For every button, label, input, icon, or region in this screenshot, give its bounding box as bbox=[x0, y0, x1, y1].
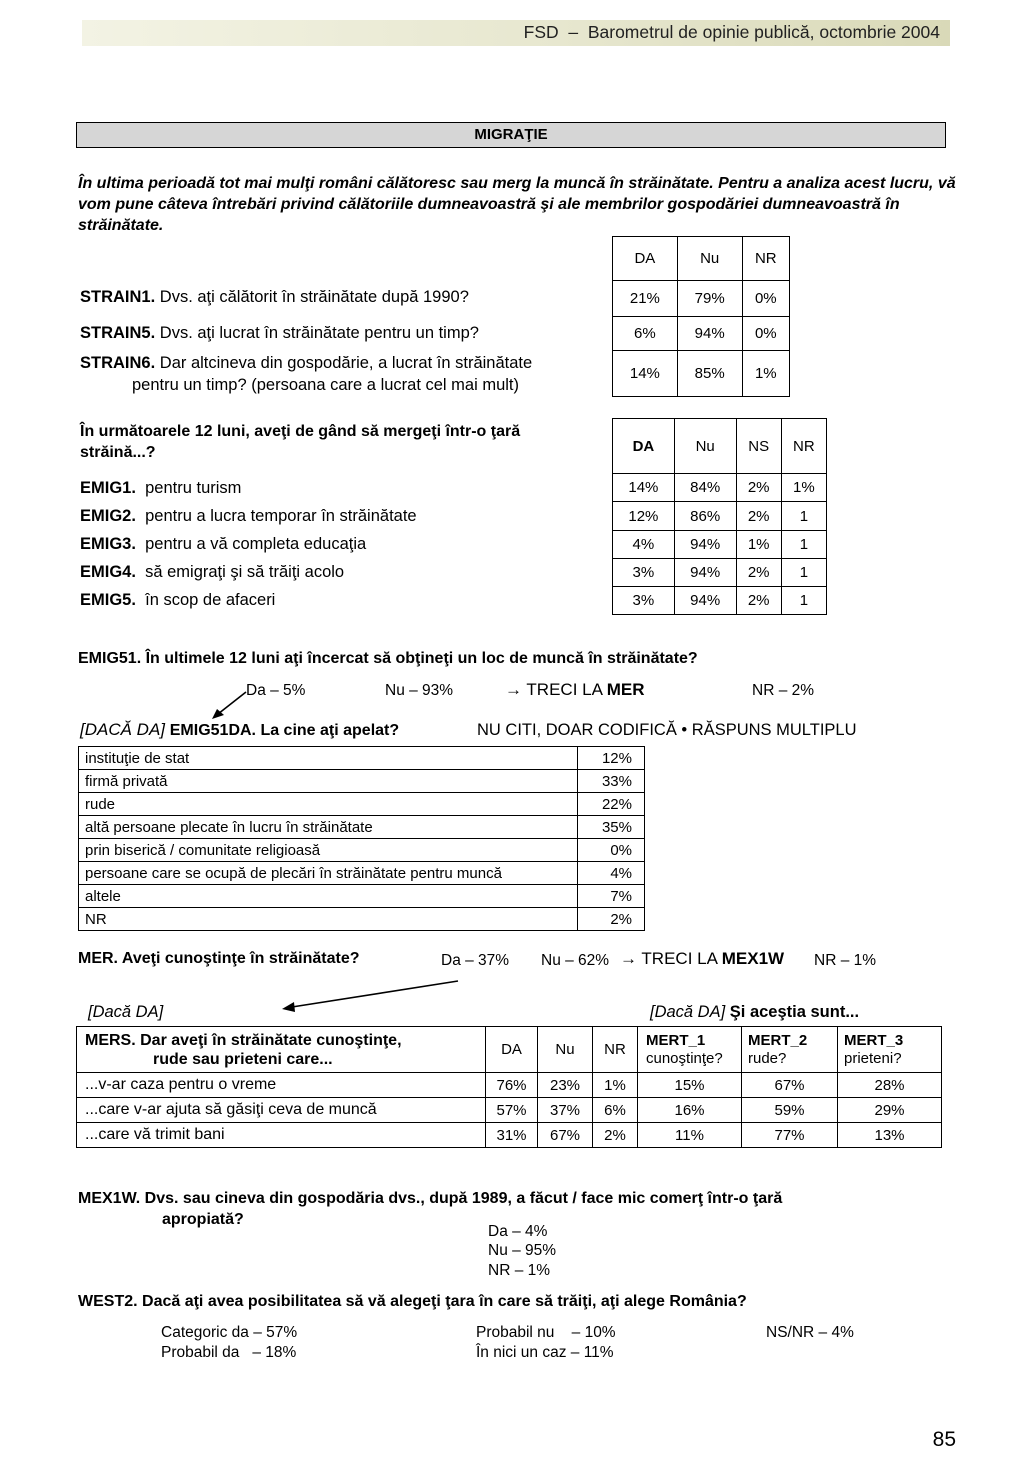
arrow-right-icon: → bbox=[620, 949, 637, 968]
emig51da-note: NU CITI, DOAR CODIFICĂ • RĂSPUNS MULTIPLU bbox=[477, 721, 857, 739]
table-cell: 67% bbox=[742, 1073, 838, 1098]
section-title: MIGRAŢIE bbox=[76, 122, 946, 148]
table-cell: rude bbox=[79, 793, 578, 816]
table-cell: 57% bbox=[486, 1098, 538, 1123]
intro-text: În ultima perioadă tot mai mulţi români călătoresc sau merg la muncă în străinătate. Pentru a analiza acest lucru, vă vom pune câteva întrebări privind călătoriile dumneavoastră şi ale membrilor gospodăriei dumneavoastră în străinătate. bbox=[78, 175, 956, 234]
emig51-nu: Nu – 93% bbox=[385, 682, 454, 699]
table-cell: 76% bbox=[486, 1073, 538, 1098]
table-cell: ...care vă trimit bani bbox=[77, 1123, 486, 1148]
table-cell: 0% bbox=[742, 281, 789, 317]
mer-da: Da – 37% bbox=[441, 952, 510, 969]
strain1-label: STRAIN1. Dvs. aţi călătorit în străinătate după 1990? bbox=[80, 288, 469, 306]
table-cell: 1 bbox=[781, 559, 826, 587]
table-cell: 4% bbox=[613, 531, 675, 559]
table-cell: 2% bbox=[593, 1123, 638, 1148]
table-cell: 67% bbox=[538, 1123, 593, 1148]
page-number: 85 bbox=[932, 1428, 956, 1451]
table-cell: prin biserică / comunitate religioasă bbox=[79, 839, 578, 862]
col-mert2: MERT_2 rude? bbox=[742, 1027, 838, 1073]
table-cell: 14% bbox=[613, 474, 675, 502]
table-cell: 28% bbox=[838, 1073, 942, 1098]
table-cell: 21% bbox=[613, 281, 678, 317]
table-cell: 15% bbox=[638, 1073, 742, 1098]
table-cell: 94% bbox=[674, 531, 736, 559]
mers-q2: rude sau prieteni care... bbox=[153, 1050, 333, 1068]
table-cell: 59% bbox=[742, 1098, 838, 1123]
table-cell: 35% bbox=[578, 816, 645, 839]
table-cell: 3% bbox=[613, 559, 675, 587]
table-cell: 1% bbox=[736, 531, 781, 559]
table-cell: 12% bbox=[578, 747, 645, 770]
emig5-label: EMIG5. în scop de afaceri bbox=[80, 591, 276, 609]
table-cell: 1% bbox=[742, 351, 789, 397]
emig3-label: EMIG3. pentru a vă completa educaţia bbox=[80, 535, 367, 553]
table-cell: 79% bbox=[677, 281, 742, 317]
emig51-treci: → TRECI LA MER bbox=[505, 680, 645, 699]
west2-question: WEST2. Dacă aţi avea posibilitatea să vă alegeţi ţara în care să trăiţi, aţi alege România? bbox=[78, 1293, 747, 1310]
table-cell: 84% bbox=[674, 474, 736, 502]
emig51da-table bbox=[78, 746, 645, 931]
mer-question: MER. Aveţi cunoştinţe în străinătate? bbox=[78, 950, 360, 967]
table-cell: 13% bbox=[838, 1123, 942, 1148]
table-cell: 37% bbox=[538, 1098, 593, 1123]
mers-question-cell bbox=[77, 1027, 486, 1073]
table-cell: ...v-ar caza pentru o vreme bbox=[77, 1073, 486, 1098]
table-cell: firmă privată bbox=[79, 770, 578, 793]
table-cell: 2% bbox=[736, 502, 781, 531]
col-da: DA bbox=[613, 419, 675, 474]
table-cell: 0% bbox=[578, 839, 645, 862]
mer-nu: Nu – 62% bbox=[541, 952, 610, 969]
col-da: DA bbox=[613, 237, 678, 281]
table-cell: 1% bbox=[593, 1073, 638, 1098]
table-cell: 2% bbox=[736, 559, 781, 587]
table-cell: 2% bbox=[736, 474, 781, 502]
emig1-label: EMIG1. pentru turism bbox=[80, 479, 242, 497]
table-cell: 2% bbox=[736, 587, 781, 615]
col-ns: NS bbox=[736, 419, 781, 474]
table-cell: 11% bbox=[638, 1123, 742, 1148]
table-cell: 94% bbox=[677, 317, 742, 351]
mers-table bbox=[76, 1026, 942, 1148]
west2-answer: În nici un caz – 11% bbox=[476, 1344, 614, 1361]
west2-answer: Probabil da – 18% bbox=[161, 1344, 297, 1361]
table-cell: 85% bbox=[677, 351, 742, 397]
table-cell: 1 bbox=[781, 531, 826, 559]
strain6-label: STRAIN6. Dar altcineva din gospodărie, a lucrat în străinătate bbox=[80, 354, 533, 372]
mer-daca-left: [Dacă DA] bbox=[88, 1003, 164, 1021]
table-cell: 1 bbox=[781, 502, 826, 531]
table-cell: 29% bbox=[838, 1098, 942, 1123]
arrow-icon bbox=[270, 975, 470, 1015]
table-cell: instituţie de stat bbox=[79, 747, 578, 770]
col-nr: NR bbox=[593, 1027, 638, 1073]
mer-treci: → TRECI LA MEX1W bbox=[620, 949, 785, 968]
table-cell: 12% bbox=[613, 502, 675, 531]
table-cell: 33% bbox=[578, 770, 645, 793]
table-cell: 3% bbox=[613, 587, 675, 615]
west2-answer: Categoric da – 57% bbox=[161, 1324, 298, 1341]
col-nu: Nu bbox=[538, 1027, 593, 1073]
table-cell: ...care v-ar ajuta să găsiţi ceva de muncă bbox=[77, 1098, 486, 1123]
table-cell: 86% bbox=[674, 502, 736, 531]
col-mert1: MERT_1 cunoştinţe? bbox=[638, 1027, 742, 1073]
emig-question: În următoarele 12 luni, aveţi de gând să mergeţi într-o ţară străină...? bbox=[80, 423, 521, 461]
mex1w-answer-nu: Nu – 95% bbox=[488, 1242, 557, 1259]
strain6-label-line2: pentru un timp? (persoana care a lucrat cel mai mult) bbox=[132, 376, 520, 394]
emig51-question: EMIG51. În ultimele 12 luni aţi încercat să obţineţi un loc de muncă în străinătate? bbox=[78, 650, 698, 667]
table-cell: 2% bbox=[578, 908, 645, 931]
col-da: DA bbox=[486, 1027, 538, 1073]
mer-nr: NR – 1% bbox=[814, 952, 877, 969]
table-cell: 77% bbox=[742, 1123, 838, 1148]
arrow-right-icon: → bbox=[505, 680, 522, 699]
table-cell: 0% bbox=[742, 317, 789, 351]
strain5-label: STRAIN5. Dvs. aţi lucrat în străinătate pentru un timp? bbox=[80, 324, 479, 342]
col-nu: Nu bbox=[677, 237, 742, 281]
col-nr: NR bbox=[781, 419, 826, 474]
table-cell: NR bbox=[79, 908, 578, 931]
mer-daca-right: [Dacă DA] Şi aceştia sunt... bbox=[650, 1003, 860, 1021]
table-cell: 23% bbox=[538, 1073, 593, 1098]
mex1w-answer-da: Da – 4% bbox=[488, 1223, 548, 1240]
table-cell: 6% bbox=[613, 317, 678, 351]
col-nu: Nu bbox=[674, 419, 736, 474]
west2-answer: NS/NR – 4% bbox=[766, 1324, 854, 1341]
emig51da-line: [DACĂ DA] EMIG51DA. La cine aţi apelat? bbox=[80, 720, 400, 739]
table-cell: 6% bbox=[593, 1098, 638, 1123]
table-cell: 4% bbox=[578, 862, 645, 885]
emig51-da: Da – 5% bbox=[246, 682, 306, 699]
mers-q1: MERS. Dar aveţi în străinătate cunoştinţe, bbox=[85, 1031, 402, 1049]
emig2-label: EMIG2. pentru a lucra temporar în străinătate bbox=[80, 507, 417, 525]
table-cell: 14% bbox=[613, 351, 678, 397]
emig4-label: EMIG4. să emigraţi şi să trăiţi acolo bbox=[80, 563, 345, 581]
emig51-nr: NR – 2% bbox=[752, 682, 815, 699]
table-cell: altele bbox=[79, 885, 578, 908]
table-cell: 94% bbox=[674, 587, 736, 615]
arrow-icon bbox=[200, 688, 260, 722]
table-cell: 1 bbox=[781, 587, 826, 615]
table-cell: 22% bbox=[578, 793, 645, 816]
table-cell: 7% bbox=[578, 885, 645, 908]
mex1w-question: MEX1W. Dvs. sau cineva din gospodăria dvs., după 1989, a făcut / face mic comerţ într-o ţară bbox=[78, 1190, 783, 1207]
table-cell: 31% bbox=[486, 1123, 538, 1148]
col-nr: NR bbox=[742, 237, 789, 281]
strain-table bbox=[612, 236, 790, 397]
col-mert3: MERT_3 prieteni? bbox=[838, 1027, 942, 1073]
header-text: FSD – Barometrul de opinie publică, octombrie 2004 bbox=[523, 22, 940, 42]
mex1w-question-line2: apropiată? bbox=[162, 1211, 244, 1228]
mex1w-answer-nr: NR – 1% bbox=[488, 1262, 551, 1279]
table-cell: 1% bbox=[781, 474, 826, 502]
table-cell: 16% bbox=[638, 1098, 742, 1123]
west2-answer: Probabil nu – 10% bbox=[476, 1324, 616, 1341]
table-cell: 94% bbox=[674, 559, 736, 587]
emig-table bbox=[612, 418, 827, 615]
table-cell: altă persoane plecate în lucru în străinătate bbox=[79, 816, 578, 839]
table-cell: persoane care se ocupă de plecări în străinătate pentru muncă bbox=[79, 862, 578, 885]
